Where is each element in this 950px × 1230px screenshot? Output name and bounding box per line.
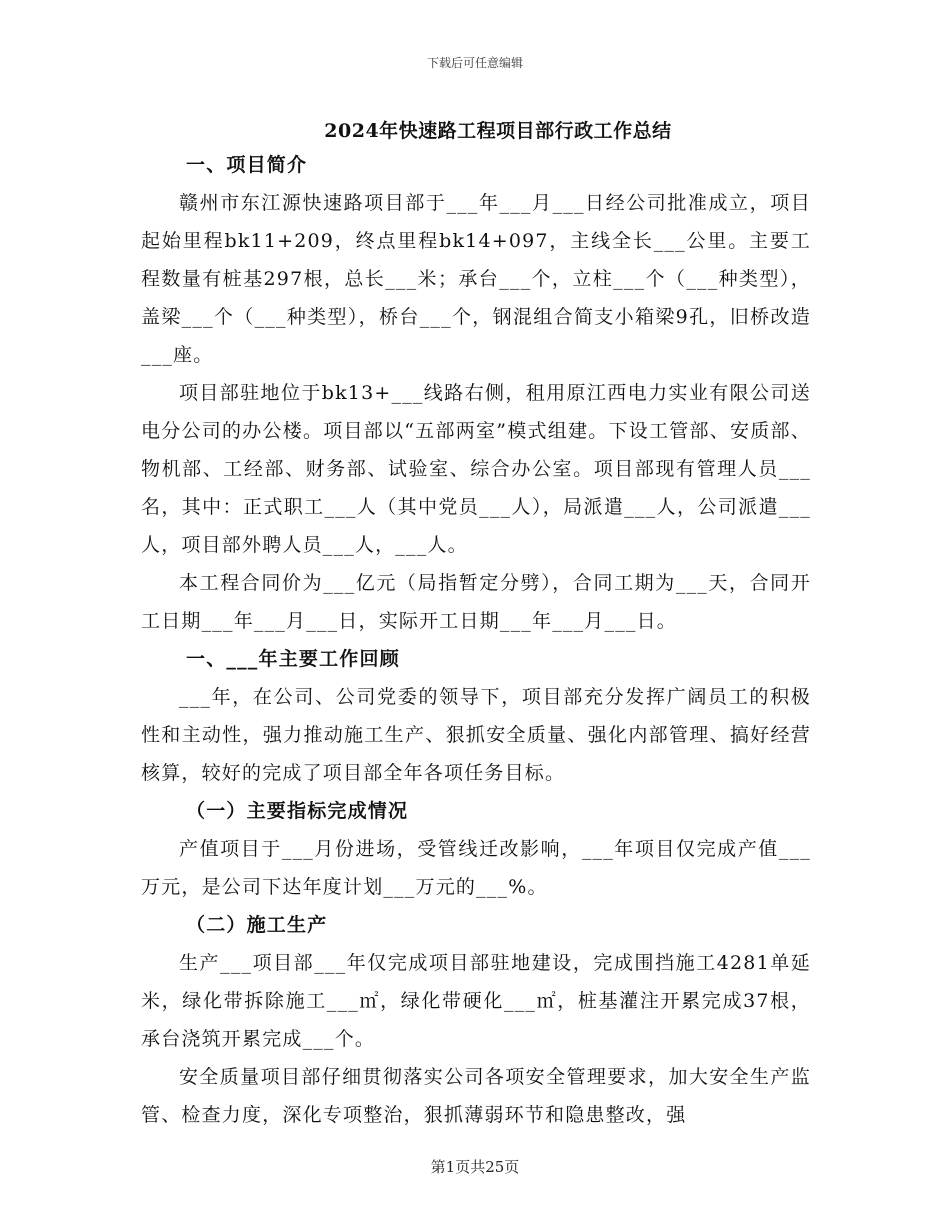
subsection-heading-construction: （二）施工生产 [186, 914, 328, 936]
paragraph-safety: 安全质量项目部仔细贯彻落实公司各项安全管理要求，加大安全生产监管、检查力度，深化专项整治，狠抓薄弱环节和隐患整改，强 [141, 1066, 811, 1126]
document-title: 2024年快速路工程项目部行政工作总结 [324, 120, 672, 142]
paragraph-project-intro: 赣州市东江源快速路项目部于___年___月___日经公司批准成立，项目起始里程bk11+209，终点里程bk14+097，主线全长___公里。主要工程数量有桩基297根，总长___米；承台___个，立柱___个（___种类型），盖梁___个（___种类型），桥台___个，钢混组合简支小箱梁9孔，旧桥改造___座。 [141, 192, 811, 366]
paragraph-construction: 生产___项目部___年仅完成项目部驻地建设，完成围挡施工4281单延米，绿化带拆除施工___㎡，绿化带硬化___㎡，桩基灌注开累完成37根，承台浇筑开累完成___个。 [141, 952, 811, 1050]
section-heading-work-review: 一、___年主要工作回顾 [186, 648, 400, 670]
subsection-heading-indicators: （一）主要指标完成情况 [186, 800, 409, 822]
paragraph-contract: 本工程合同价为___亿元（局指暂定分劈），合同工期为___天，合同开工日期___年___月___日，实际开工日期___年___月___日。 [141, 572, 811, 632]
document-body [141, 146, 811, 1134]
paragraph-work-review: ___年，在公司、公司党委的领导下，项目部充分发挥广阔员工的积极性和主动性，强力推动施工生产、狠抓安全质量、强化内部管理、搞好经营核算，较好的完成了项目部全年各项任务目标。 [141, 686, 811, 784]
page-footer: 第1页共25页 [430, 1158, 520, 1176]
header-note: 下载后可任意编辑 [426, 56, 523, 70]
paragraph-project-office: 项目部驻地位于bk13+___线路右侧，租用原江西电力实业有限公司送电分公司的办公楼。项目部以“五部两室”模式组建。下设工管部、安质部、物机部、工经部、财务部、试验室、综合办公室。项目部现有管理人员___名，其中：正式职工___人（其中党员___人），局派遣___人，公司派遣___人，项目部外聘人员___人，___人。 [141, 382, 811, 556]
section-heading-project-intro: 一、项目简介 [186, 154, 308, 176]
paragraph-indicators: 产值项目于___月份进场，受管线迁改影响，___年项目仅完成产值___万元，是公司下达年度计划___万元的___%。 [141, 838, 811, 898]
